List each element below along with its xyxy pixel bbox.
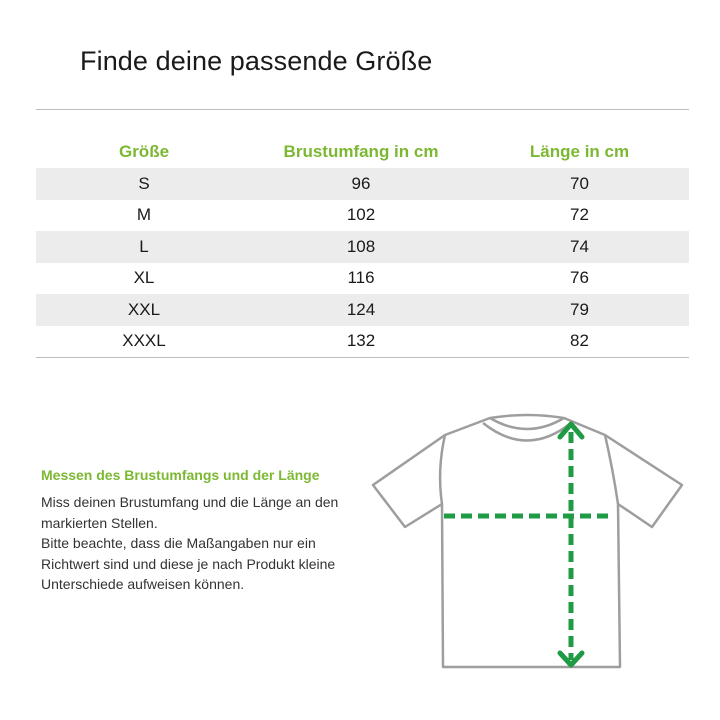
size-cell: M (136, 205, 152, 225)
table-header (36, 136, 689, 168)
table-row (36, 263, 689, 295)
divider (36, 109, 689, 110)
table-row (36, 168, 689, 200)
length-cell: 76 (570, 268, 589, 288)
size-table (36, 136, 689, 358)
chest-cell: 124 (346, 299, 376, 319)
length-cell: 82 (570, 331, 589, 351)
chest-cell: 102 (346, 205, 376, 225)
page-title: Finde deine passende Größe (80, 46, 433, 76)
length-cell: 70 (570, 173, 589, 193)
measure-instructions (41, 492, 351, 595)
tshirt-icon (365, 410, 690, 670)
header-size: Größe (118, 142, 170, 161)
chest-cell: 116 (347, 268, 375, 288)
length-cell: 74 (570, 236, 589, 256)
size-cell: S (138, 173, 150, 193)
chest-cell: 96 (351, 173, 371, 193)
table-row (36, 200, 689, 232)
size-cell: XXL (127, 299, 161, 319)
divider (36, 357, 689, 358)
measure-heading: Messen des Brustumfangs und der Länge (41, 467, 320, 483)
header-chest: Brustumfang in cm (283, 142, 439, 161)
size-cell: XL (133, 268, 155, 288)
measure-paragraph: Miss deinen Brustumfang und die Länge an den markierten Stellen. (41, 494, 339, 531)
size-cell: XXXL (122, 331, 166, 351)
tshirt-outline (373, 415, 682, 667)
chest-cell: 108 (346, 236, 376, 256)
length-cell: 72 (570, 205, 589, 225)
table-row (36, 326, 689, 358)
table-row (36, 294, 689, 326)
measure-paragraph: Bitte beachte, dass die Maßangaben nur ein Richtwert sind und diese je nach Produkt kleine Unterschiede aufweisen können. (41, 535, 336, 592)
header-length: Länge in cm (529, 142, 630, 161)
length-cell: 79 (570, 299, 589, 319)
size-cell: L (139, 236, 149, 256)
table-row (36, 231, 689, 263)
chest-cell: 132 (346, 331, 376, 351)
tshirt-illustration (365, 410, 690, 670)
